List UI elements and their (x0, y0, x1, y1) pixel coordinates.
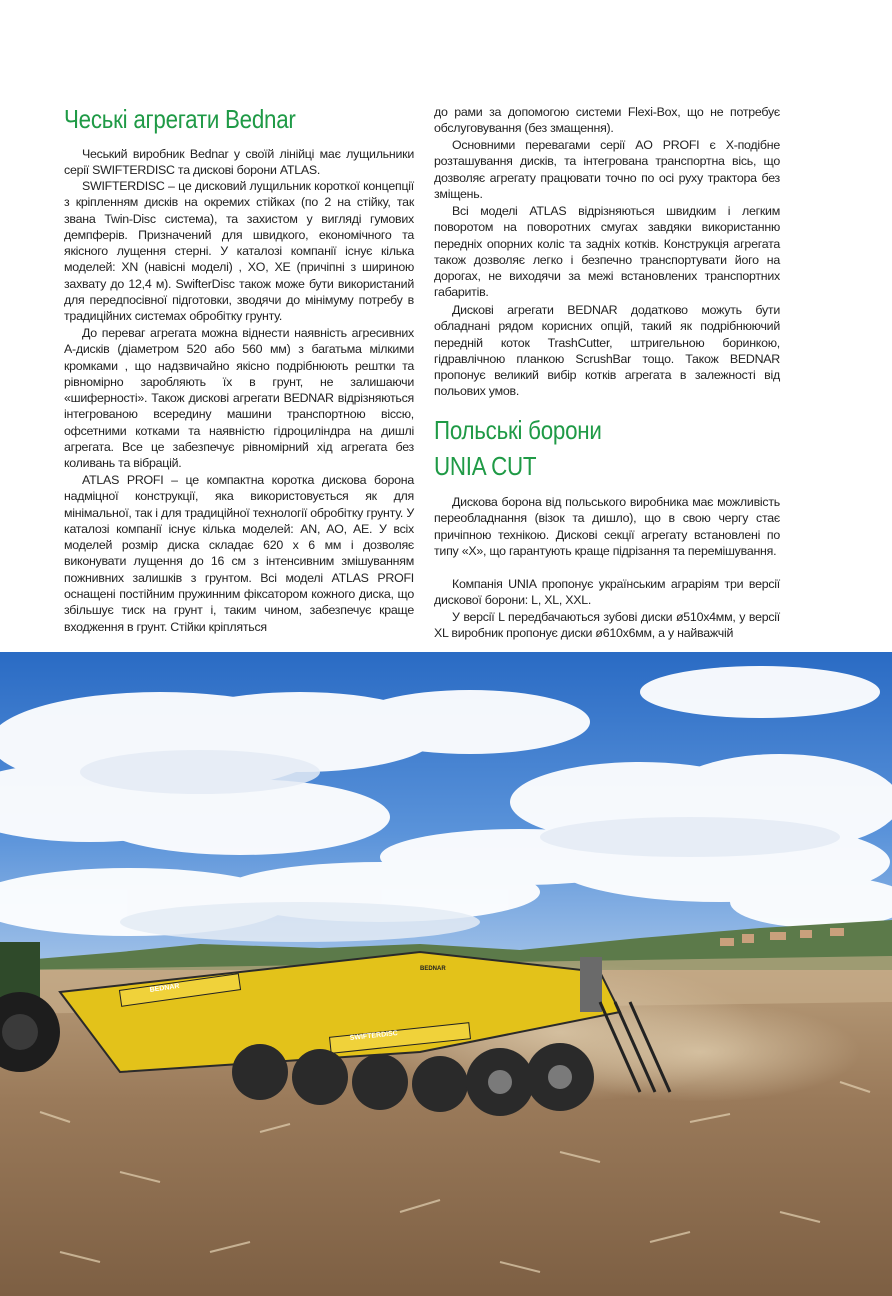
paragraph: До переваг агрегата можна віднести наявність агресивних А-дисків (діаметром 520 або 560 мм) з багатьма мілкими кромками , що надзвичайно якісно подрібнюють рештки та рівномірно заробляють їх в грунт, не залишаючи «шиферності». Також дискові агрегати BEDNAR відрізняються інтегрованою всередину машини транспортною віссю, офсетними котками та наявністю гідроциліндра на дишлі агрегата. Все це забезпечує рівномірний хід агрегата без коливань та вібрацій. (64, 326, 414, 471)
paragraph: ATLAS PROFI – це компактна коротка дискова борона надміцної конструкції, яка використовується як для мінімальної, так і для традиційної технології обробітку грунту. У каталозі компанії існує кілька моделей: AN, AO, AE. У всіх моделей розмір диска складає 620 х 6 мм і дозволяє виконувати лущення до 16 см з інтенсивним змішуванням пожнивних залишків з грунтом. Всі моделі ATLAS PROFI оснащені постійним пружинним фіксатором кожного диска, що збільшує тиск на грунт і, таким чином, забезпечує краще входження в грунт. Стійки кріпляться (64, 473, 414, 634)
paragraph: У версії L передбачаються зубові диски ø510х4мм, у версії XL виробник пропонує диски ø610х6мм, а у найважчій (434, 610, 780, 641)
paragraph: Чеський виробник Bednar у своїй лінійці має лущильники серії SWIFTERDISC та дискові борони ATLAS. (64, 147, 414, 178)
machine-label: BEDNAR (149, 982, 180, 994)
machine-label: SWIFTERDISC (349, 1029, 399, 1042)
section-title-unia-cut: UNIA CUT (434, 451, 537, 481)
paragraph: Компанія UNIA пропонує українським аграріям три версії дискової борони: L, XL, XXL. (434, 577, 780, 608)
paragraph: Дискові агрегати BEDNAR додатково можуть бути обладнані рядом корисних опцій, такий як подрібнюючий передній коток TrashCutter, штригельною боринкою, гідравлічною планкою ScrushBar тощо. Також BEDNAR пропонує великий вибір котків агрегата в залежності від польових умов. (434, 303, 780, 399)
field-photo (0, 652, 892, 1296)
machine-label: BEDNAR (420, 966, 446, 972)
paragraph: Дискова борона від польського виробника має можливість переобладнання (візок та дишло), що в свою чергу стає причіпною технікою. Дискові секції агрегату встановлені по типу «Х», що гарантують краще підрізання та перемішування. (434, 495, 780, 558)
section-title-bednar: Чеські агрегати Bednar (64, 104, 296, 134)
paragraph: Основними перевагами серії AO PROFI є X-подібне розташування дисків, та інтегрована транспортна вісь, що дозволяє агрегату працювати точно по осі руху трактора без зміщень. (434, 138, 780, 201)
paragraph: SWIFTERDISC – це дисковий лущильник короткої концепції з кріпленням дисків на окремих стійках (по 2 на стійку, так звана Twin-Disc система), та захистом у вигляді гумових демпферів. Призначений для швидкого, економічного та якісного лущення стерні. У каталозі компанії існує кілька моделей: XN (навісні моделі) , XO, XE (причіпні з шириною захвату до 12,4 м). SwifterDisc також може бути використаний для передпосівної підготовки, зводячи до мінімуму потребу в традиційних системах обробітку грунту. (64, 179, 414, 324)
paragraph: Всі моделі ATLAS відрізняються швидким і легким поворотом на поворотних смугах завдяки використанню передніх опорних коліс та задніх котків. Конструкція агрегата також дозволяє легко і безпечно транспортувати його на дорогах, не виходячи за межі встановлених транспортних габаритів. (434, 204, 780, 300)
section-title-unia: Польські борони (434, 415, 602, 445)
paragraph: до рами за допомогою системи Flexi-Box, що не потребує обслуговування (без змащення). (434, 105, 780, 136)
